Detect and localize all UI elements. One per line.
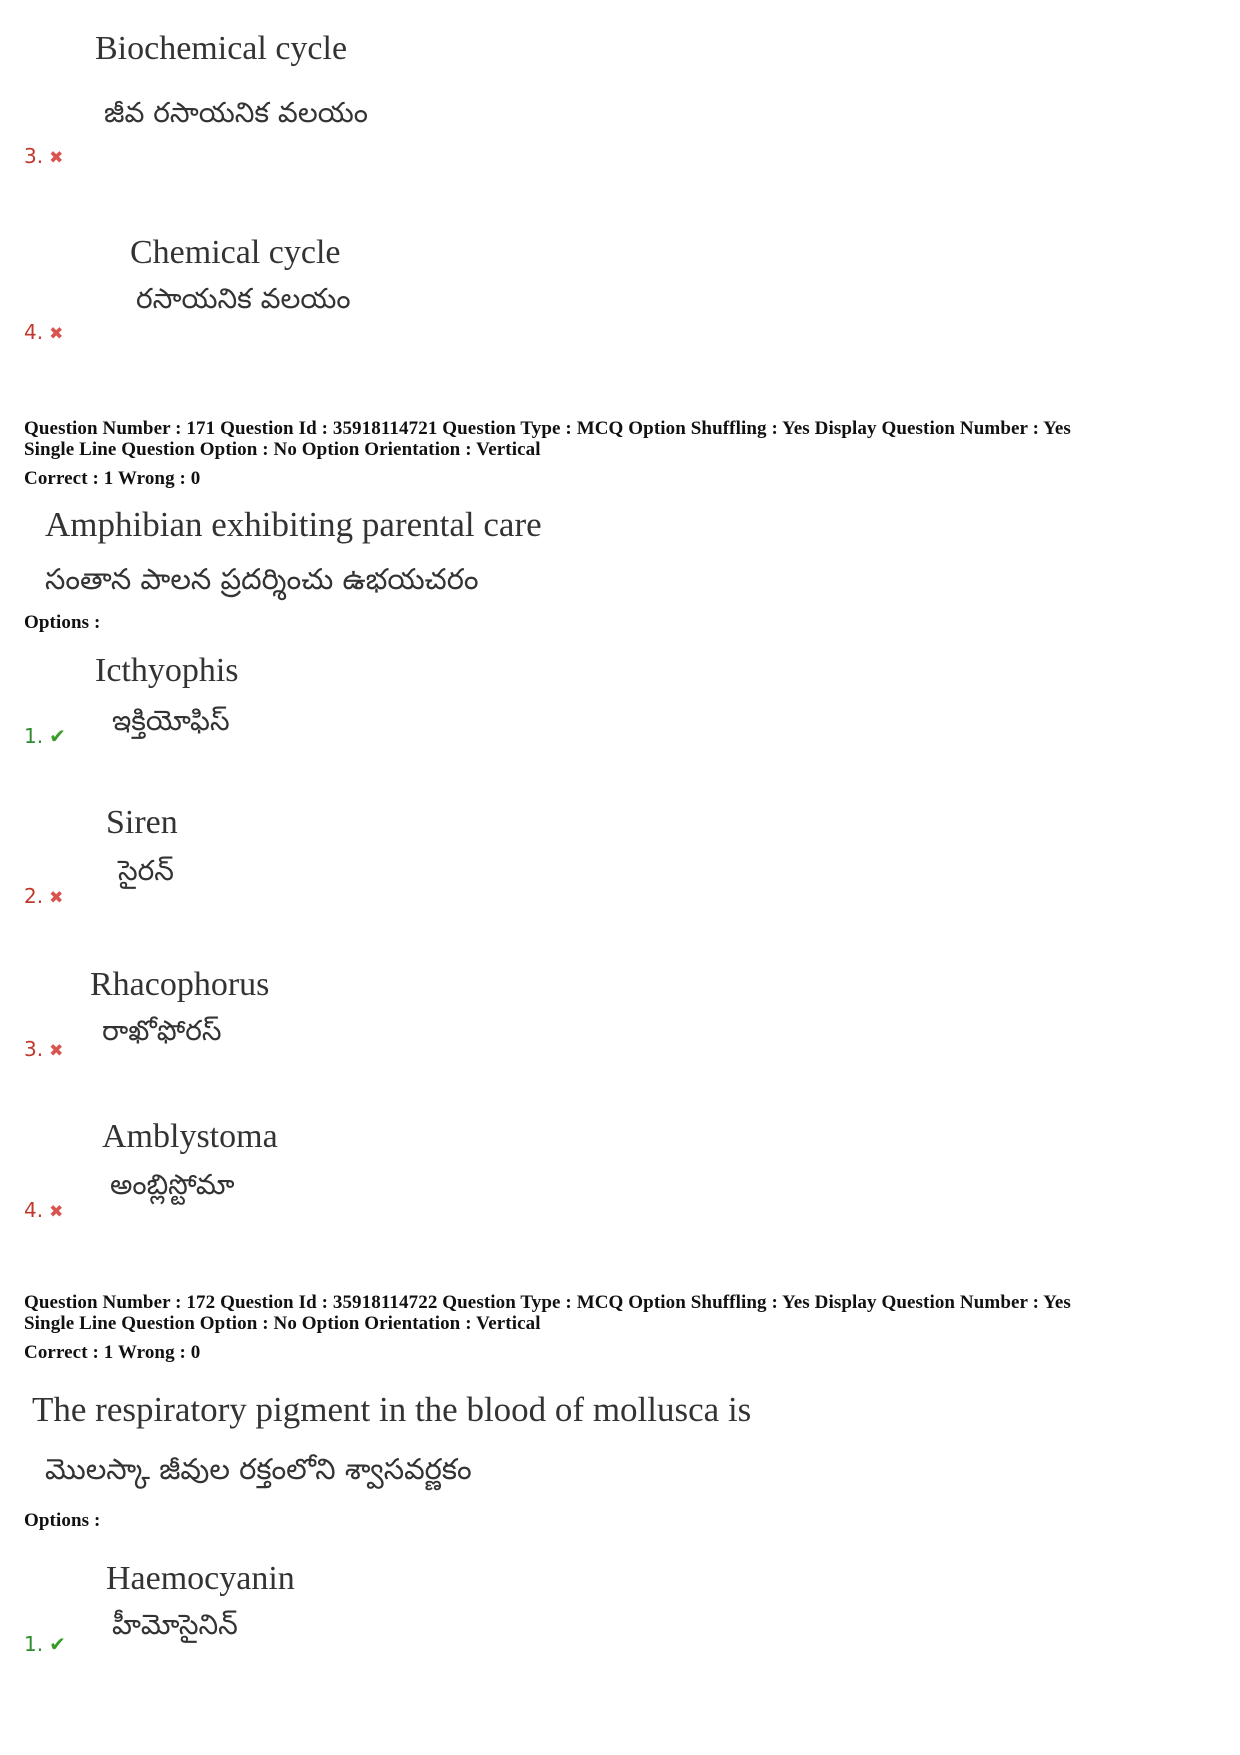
q171-option-4-marker [24, 1198, 63, 1222]
q171-question-telugu: సంతాన పాలన ప్రదర్శించు ఉభయచరం [45, 562, 479, 596]
option-number: 4. [24, 320, 44, 344]
q172-options-label: Options : [24, 1510, 101, 1531]
q171-option-3-telugu: రాఖోఫోరస్ [102, 1014, 222, 1047]
cross-icon: ✖ [49, 324, 64, 344]
q171-option-4-english: Amblystoma [102, 1118, 278, 1155]
q171-option-3-english: Rhacophorus [90, 966, 270, 1003]
option-3-marker [24, 144, 63, 168]
option-number: 3. [24, 144, 44, 168]
option-number: 1. [24, 724, 44, 748]
q172-meta-line1: Question Number : 172 Question Id : 35918114722 Question Type : MCQ Option Shuffling : Yes Display Question Number : Yes [24, 1292, 1071, 1313]
q171-options-label: Options : [24, 612, 101, 633]
cross-icon: ✖ [49, 148, 64, 168]
q171-question-english: Amphibian exhibiting parental care [45, 505, 542, 544]
option-number: 3. [24, 1037, 44, 1061]
check-icon: ✔ [49, 1632, 66, 1656]
q171-option-1-english: Icthyophis [95, 652, 239, 689]
option-4-english: Chemical cycle [130, 234, 341, 271]
q171-option-4-telugu: అంబ్లిస్టోమా [110, 1168, 235, 1201]
q171-option-3-marker [24, 1037, 63, 1061]
q171-meta-line2: Single Line Question Option : No Option Orientation : Vertical [24, 439, 541, 460]
q171-option-2-english: Siren [106, 804, 178, 841]
q172-question-english: The respiratory pigment in the blood of mollusca is [32, 1390, 752, 1429]
option-3-english: Biochemical cycle [95, 30, 348, 67]
q171-meta-line1: Question Number : 171 Question Id : 35918114721 Question Type : MCQ Option Shuffling : Yes Display Question Number : Yes [24, 418, 1071, 439]
check-icon: ✔ [49, 724, 66, 748]
q172-option-1-telugu: హీమోసైనిన్ [112, 1608, 238, 1641]
option-number: 2. [24, 884, 44, 908]
cross-icon: ✖ [49, 1202, 64, 1222]
q172-meta-line3: Correct : 1 Wrong : 0 [24, 1342, 201, 1363]
q171-option-2-telugu: సైరన్ [118, 854, 174, 887]
q171-option-1-telugu: ఇక్తియోఫిస్ [112, 704, 230, 737]
option-4-telugu: రసాయనిక వలయం [136, 282, 351, 315]
q171-option-2-marker [24, 884, 63, 908]
q171-meta-line3: Correct : 1 Wrong : 0 [24, 468, 201, 489]
option-3-telugu: జీవ రసాయనిక వలయం [104, 96, 368, 129]
option-number: 1. [24, 1632, 44, 1656]
cross-icon: ✖ [49, 888, 64, 908]
cross-icon: ✖ [49, 1041, 64, 1061]
q171-option-1-marker [24, 724, 66, 748]
option-number: 4. [24, 1198, 44, 1222]
q172-option-1-marker [24, 1632, 66, 1656]
option-4-marker [24, 320, 63, 344]
q172-question-telugu: మొలస్కా జీవుల రక్తంలోని శ్వాసవర్ణకం [45, 1452, 472, 1486]
q172-option-1-english: Haemocyanin [106, 1560, 295, 1597]
q172-meta-line2: Single Line Question Option : No Option Orientation : Vertical [24, 1313, 541, 1334]
